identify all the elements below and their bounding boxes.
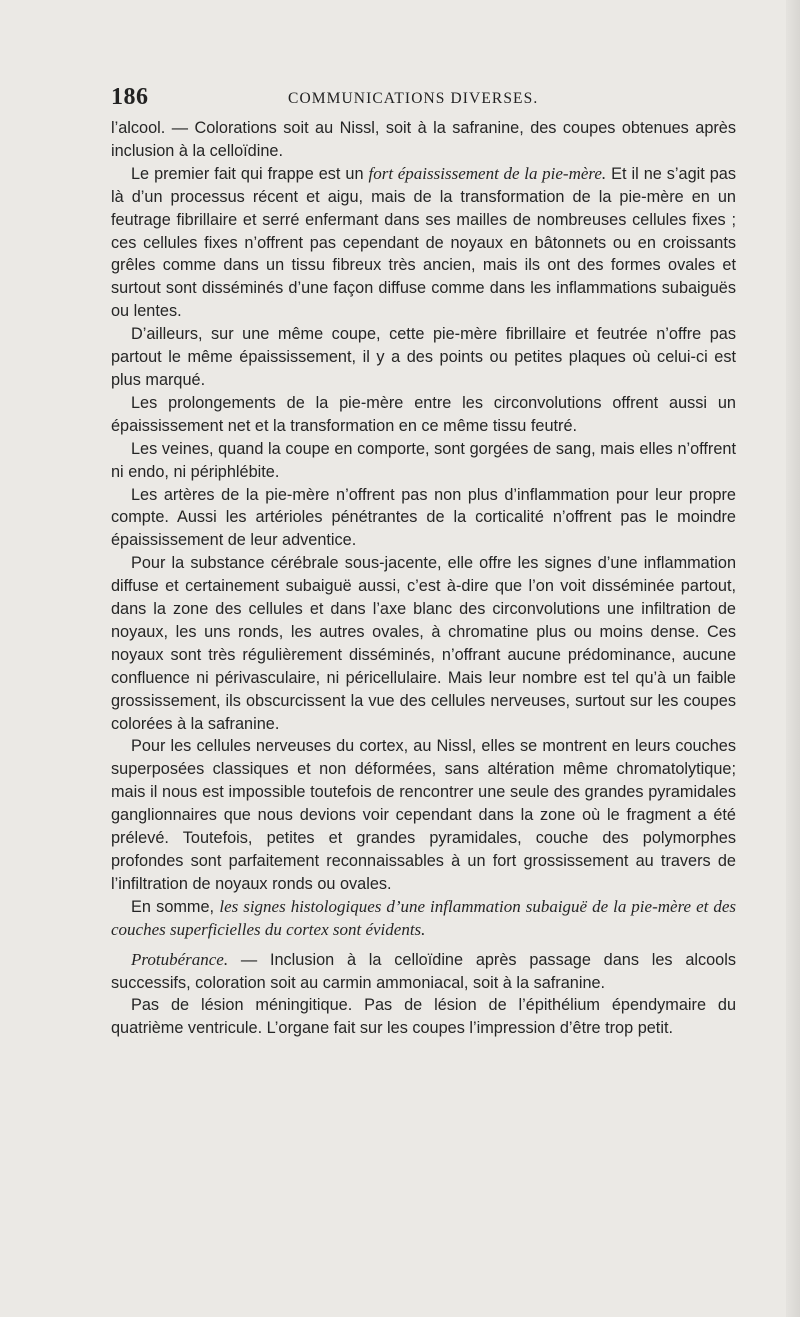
- paragraph-3: D’ailleurs, sur une même coupe, cette pie-mère fibrillaire et feutrée n’offre pas partout le même épaississement, il y a des points ou petites plaques où celui-ci est plus marqué.: [111, 325, 736, 389]
- paragraph-7: Pour la substance cérébrale sous-jacente, elle offre les signes d’une inflammation diffuse et certainement subaiguë aussi, c’est à-dire que l’on voit disséminée partout, dans la zone des cellules et dans l’axe blanc des circonvolutions une infiltration de noyaux, les uns ronds, les autres ovales, à chromatine plus ou moins dense. Ces noyaux sont très régulièrement disséminés, n’offrant aucune prédominance, aucune confluence ni périvasculaire, ni péricellulaire. Mais leur nombre est tel qu’à un faible grossissement, ils obscurcissent la vue des cellules nerveuses, surtout sur les coupes colorées à la safranine.: [111, 554, 736, 733]
- paragraph-9: [111, 896, 736, 942]
- paragraph-11: Pas de lésion méningitique. Pas de lésion de l’épithélium épendymaire du quatrième ventricule. L’organe fait sur les coupes l’impression d’être trop petit.: [111, 996, 736, 1038]
- paragraph-1: l’alcool. — Colorations soit au Nissl, soit à la safranine, des coupes obtenues après inclusion à la celloïdine.: [111, 119, 736, 160]
- paragraph-2: [111, 163, 736, 323]
- running-head: COMMUNICATIONS DIVERSES.: [288, 90, 539, 107]
- paragraph-2-rest: Et il ne s’agit pas là d’un processus récent et aigu, mais de la transformation de la pie-mère en un feutrage fibrillaire et serré enfermant dans ses mailles de nombreuses cellules fixes ; ces cellules fixes n’offrent pas cependant de noyaux en bâtonnets ou en croissants grêles comme dans un tissu fibreux très ancien, mais ils ont des formes ovales et surtout sont disséminés d’une façon diffuse comme dans les inflammations subaiguës ou lentes.: [111, 164, 736, 321]
- paragraph-4: Les prolongements de la pie-mère entre les circonvolutions offrent aussi un épaississement net et la transformation en ce même tissu feutré.: [111, 393, 736, 435]
- page-header: [111, 84, 739, 112]
- paragraph-6: Les artères de la pie-mère n’offrent pas non plus d’inflammation pour leur propre compte. Aussi les artérioles pénétrantes de la corticalité n’offrent pas le moindre épaississement de leur adventice.: [111, 485, 736, 550]
- paragraph-9-lead: En somme,: [131, 897, 220, 916]
- paragraph-2-lead: Le premier fait qui frappe est un: [131, 164, 369, 183]
- paragraph-8: Pour les cellules nerveuses du cortex, au Nissl, elles se montrent en leurs couches superposées classiques et non déformées, sans altération même chromatolytique; mais il nous est impossible toutefois de rencontrer une seule des grandes pyramidales ganglionnaires que nous devions voir cependant dans la zone où le fragment a été prélevé. Toutefois, petites et grandes pyramidales, couche des polymorphes profondes sont parfaitement reconnaissables à un fort grossissement au travers de l’infiltration de noyaux ronds ou ovales.: [111, 737, 736, 893]
- paragraph-10: [111, 949, 736, 995]
- paragraph-5: Les veines, quand la coupe en comporte, sont gorgées de sang, mais elles n’offrent ni endo, ni périphlébite.: [111, 439, 736, 481]
- page-edge-shadow: [786, 0, 800, 1317]
- emphasis-pie-mere: fort épaississement de la pie-mère.: [368, 163, 607, 183]
- body-text: [111, 117, 736, 1040]
- page-number: 186: [111, 84, 149, 110]
- paragraph-10-rest: — Inclusion à la celloïdine après passage dans les alcools successifs, coloration soit au carmin ammoniacal, soit à la safranine.: [111, 950, 736, 992]
- section-title-protuberance: Protubérance.: [131, 949, 229, 969]
- emphasis-conclusion: les signes histologiques d’une inflammation subaiguë de la pie-mère et des couches superficielles du cortex sont évidents.: [111, 896, 736, 939]
